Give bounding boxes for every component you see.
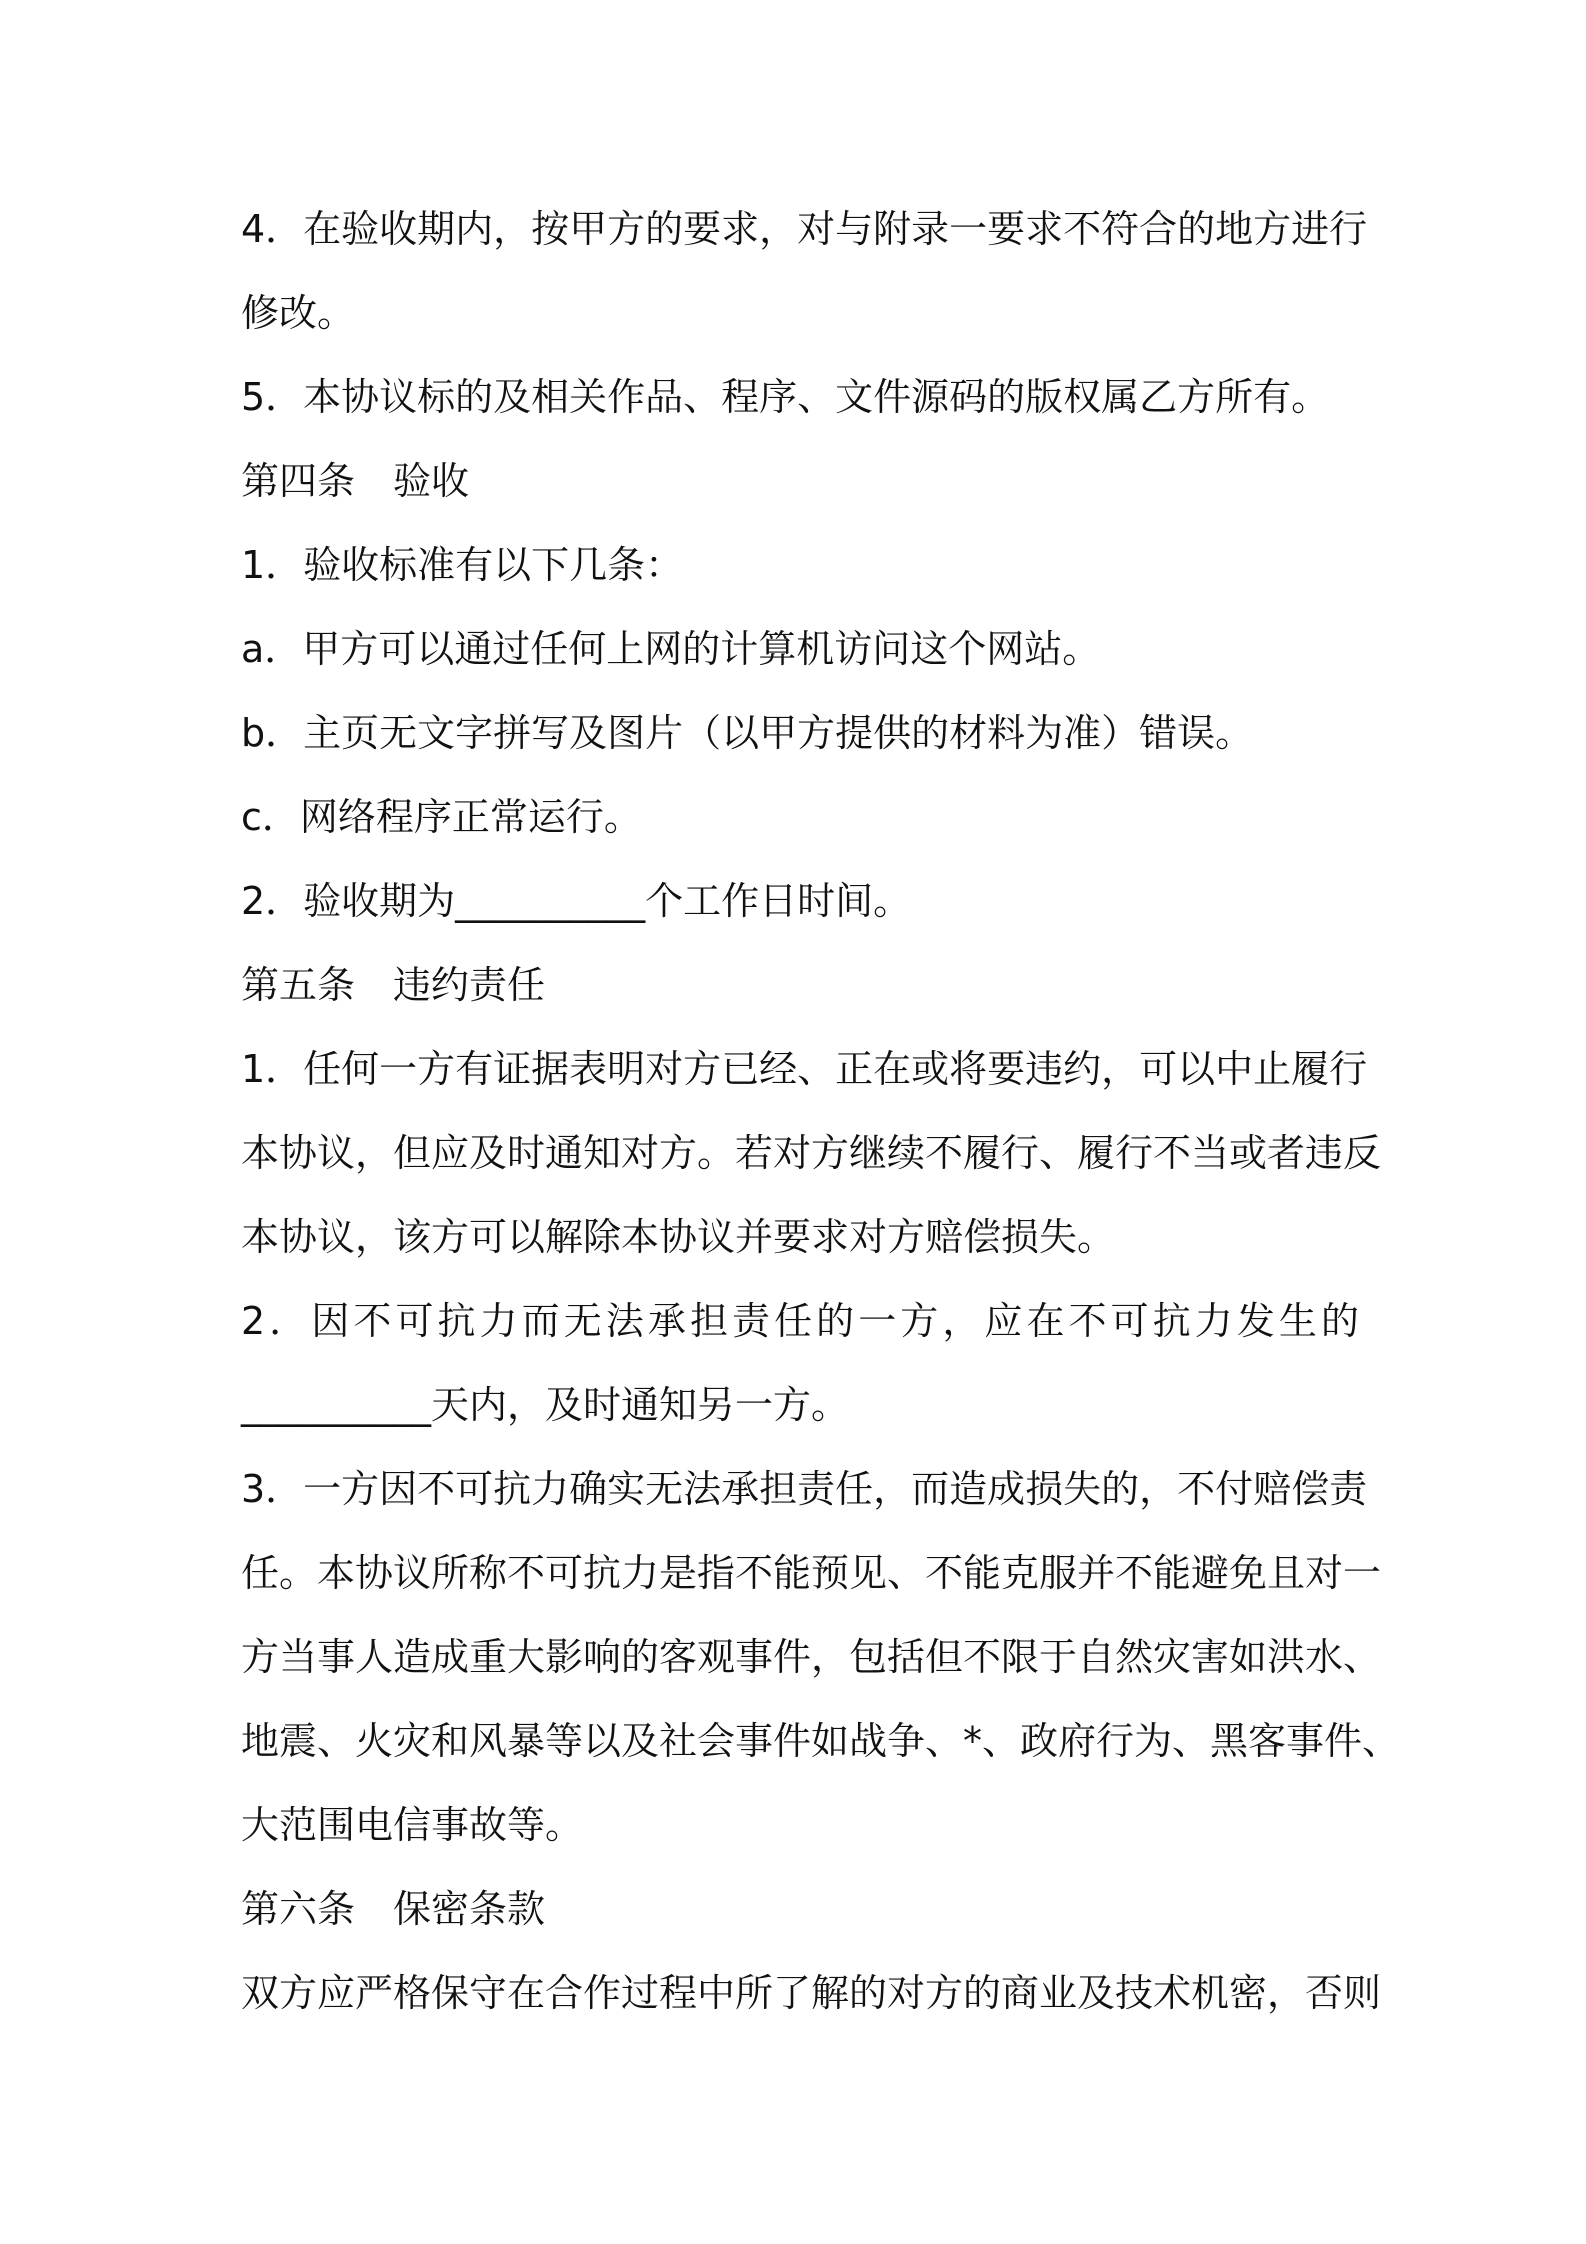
clause-4-heading: 第四条 验收: [241, 459, 470, 503]
clause-5-item-3-cont: 方当事人造成重大影响的客观事件，包括但不限于自然灾害如洪水、: [241, 1635, 1382, 1679]
clause-5-item-3-cont: 大范围电信事故等。: [241, 1803, 584, 1847]
clause-4-item-2: 2．验收期为__________个工作日时间。: [241, 879, 912, 923]
clause-5-item-2: 2．因不可抗力而无法承担责任的一方，应在不可抗力发生的: [241, 1299, 1359, 1343]
clause-5-heading: 第五条 违约责任: [241, 963, 546, 1007]
clause-4-item-1b: b．主页无文字拼写及图片（以甲方提供的材料为准）错误。: [241, 711, 1254, 755]
clause-3-item-5: 5．本协议标的及相关作品、程序、文件源码的版权属乙方所有。: [241, 375, 1330, 419]
clause-4-item-1: 1．验收标准有以下几条：: [241, 543, 684, 587]
clause-3-item-4-cont: 修改。: [241, 291, 356, 335]
clause-3-item-4: 4．在验收期内，按甲方的要求，对与附录一要求不符合的地方进行: [241, 207, 1368, 251]
clause-5-item-3-cont: 任。本协议所称不可抗力是指不能预见、不能克服并不能避免且对一: [241, 1551, 1382, 1595]
clause-5-item-1-cont: 本协议，但应及时通知对方。若对方继续不履行、履行不当或者违反: [241, 1131, 1382, 1175]
clause-5-item-2-cont: __________天内，及时通知另一方。: [241, 1383, 850, 1427]
clause-5-item-3-cont: 地震、火灾和风暴等以及社会事件如战争、*、政府行为、黑客事件、: [241, 1719, 1401, 1763]
clause-6-heading: 第六条 保密条款: [241, 1887, 546, 1931]
clause-5-item-1-cont: 本协议，该方可以解除本协议并要求对方赔偿损失。: [241, 1215, 1116, 1259]
clause-5-item-3: 3．一方因不可抗力确实无法承担责任，而造成损失的，不付赔偿责: [241, 1467, 1368, 1511]
clause-4-item-1c: c．网络程序正常运行。: [241, 795, 642, 839]
clause-5-item-1: 1．任何一方有证据表明对方已经、正在或将要违约，可以中止履行: [241, 1047, 1368, 1091]
clause-6-text: 双方应严格保守在合作过程中所了解的对方的商业及技术机密，否则: [241, 1971, 1382, 2015]
clause-4-item-1a: a．甲方可以通过任何上网的计算机访问这个网站。: [241, 627, 1101, 671]
